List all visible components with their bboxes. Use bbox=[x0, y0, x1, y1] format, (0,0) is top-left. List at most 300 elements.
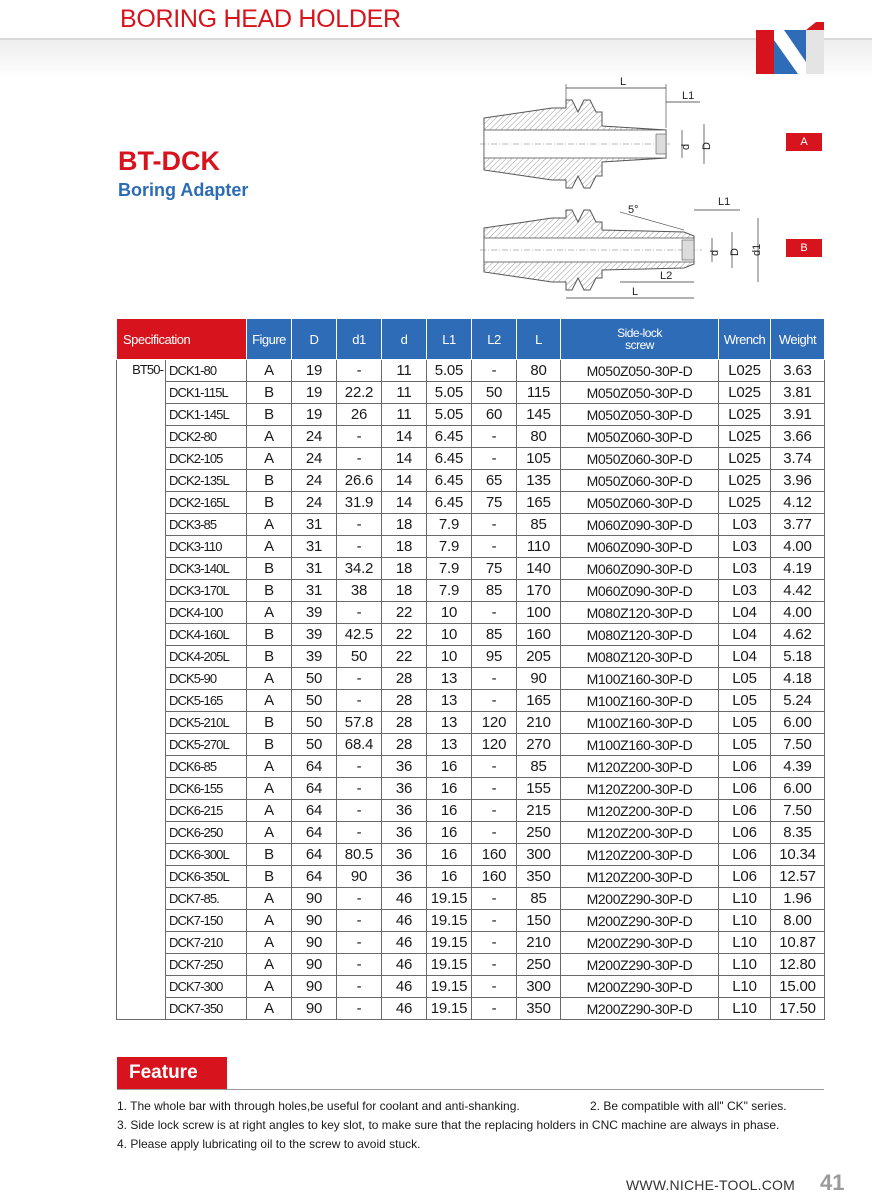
cell-weight: 3.91 bbox=[771, 404, 825, 426]
table-row bbox=[117, 646, 825, 668]
cell-D: 50 bbox=[292, 712, 337, 734]
cell-figure: A bbox=[247, 888, 292, 910]
cell-D: 64 bbox=[292, 778, 337, 800]
cell-L1: 5.05 bbox=[427, 404, 472, 426]
feature-heading: Feature bbox=[117, 1057, 227, 1089]
cell-d: 28 bbox=[382, 690, 427, 712]
cell-wrench: L03 bbox=[719, 514, 771, 536]
cell-L2: - bbox=[472, 514, 517, 536]
table-row bbox=[117, 536, 825, 558]
cell-model: DCK4-205L bbox=[166, 646, 247, 668]
cell-L1: 10 bbox=[427, 624, 472, 646]
cell-d1: 80.5 bbox=[337, 844, 382, 866]
cell-L2: 85 bbox=[472, 580, 517, 602]
cell-model: DCK5-90 bbox=[166, 668, 247, 690]
cell-figure: A bbox=[247, 822, 292, 844]
cell-wrench: L025 bbox=[719, 360, 771, 382]
cell-d1: - bbox=[337, 822, 382, 844]
cell-screw: M200Z290-30P-D bbox=[561, 888, 719, 910]
cell-figure: A bbox=[247, 778, 292, 800]
cell-d: 22 bbox=[382, 646, 427, 668]
cell-d: 28 bbox=[382, 712, 427, 734]
cell-weight: 12.80 bbox=[771, 954, 825, 976]
cell-d1: - bbox=[337, 778, 382, 800]
cell-L2: - bbox=[472, 998, 517, 1020]
cell-screw: M120Z200-30P-D bbox=[561, 844, 719, 866]
cell-L1: 10 bbox=[427, 602, 472, 624]
cell-D: 64 bbox=[292, 866, 337, 888]
cell-L1: 16 bbox=[427, 822, 472, 844]
cell-screw: M120Z200-30P-D bbox=[561, 822, 719, 844]
cell-figure: A bbox=[247, 998, 292, 1020]
cell-L: 145 bbox=[517, 404, 561, 426]
cell-weight: 4.39 bbox=[771, 756, 825, 778]
cell-d: 36 bbox=[382, 844, 427, 866]
technical-drawings bbox=[470, 70, 770, 310]
cell-L2: - bbox=[472, 910, 517, 932]
cell-L: 215 bbox=[517, 800, 561, 822]
header-L: L bbox=[517, 319, 561, 360]
cell-L2: - bbox=[472, 602, 517, 624]
cell-weight: 8.00 bbox=[771, 910, 825, 932]
header-side-lock-screw bbox=[561, 319, 719, 360]
cell-L2: - bbox=[472, 536, 517, 558]
figure-b-dim-L: L bbox=[632, 286, 639, 298]
table-row bbox=[117, 690, 825, 712]
cell-L1: 13 bbox=[427, 712, 472, 734]
cell-wrench: L10 bbox=[719, 910, 771, 932]
cell-screw: M120Z200-30P-D bbox=[561, 800, 719, 822]
cell-figure: B bbox=[247, 712, 292, 734]
figure-b-dim-L1: L1 bbox=[718, 196, 731, 208]
cell-L: 115 bbox=[517, 382, 561, 404]
cell-screw: M050Z050-30P-D bbox=[561, 360, 719, 382]
cell-model: DCK4-100 bbox=[166, 602, 247, 624]
cell-L1: 13 bbox=[427, 690, 472, 712]
cell-L2: 160 bbox=[472, 844, 517, 866]
table-row bbox=[117, 998, 825, 1020]
cell-d: 14 bbox=[382, 448, 427, 470]
cell-d: 18 bbox=[382, 536, 427, 558]
table-body bbox=[117, 360, 825, 1020]
cell-wrench: L05 bbox=[719, 712, 771, 734]
cell-L: 85 bbox=[517, 888, 561, 910]
cell-L2: 75 bbox=[472, 492, 517, 514]
cell-model: DCK2-105 bbox=[166, 448, 247, 470]
cell-D: 90 bbox=[292, 954, 337, 976]
cell-L2: - bbox=[472, 690, 517, 712]
cell-L: 155 bbox=[517, 778, 561, 800]
cell-L1: 5.05 bbox=[427, 360, 472, 382]
cell-weight: 10.87 bbox=[771, 932, 825, 954]
table-row bbox=[117, 470, 825, 492]
cell-L: 140 bbox=[517, 558, 561, 580]
cell-D: 24 bbox=[292, 448, 337, 470]
cell-d1: - bbox=[337, 448, 382, 470]
table-row bbox=[117, 492, 825, 514]
cell-wrench: L025 bbox=[719, 470, 771, 492]
figure-a-drawing bbox=[480, 76, 713, 188]
cell-wrench: L10 bbox=[719, 932, 771, 954]
cell-model: DCK6-300L bbox=[166, 844, 247, 866]
cell-L: 150 bbox=[517, 910, 561, 932]
cell-model: DCK1-80 bbox=[166, 360, 247, 382]
cell-wrench: L025 bbox=[719, 492, 771, 514]
cell-weight: 4.19 bbox=[771, 558, 825, 580]
header-d: d bbox=[382, 319, 427, 360]
cell-wrench: L04 bbox=[719, 646, 771, 668]
cell-d1: 57.8 bbox=[337, 712, 382, 734]
table-row bbox=[117, 800, 825, 822]
cell-model: DCK5-270L bbox=[166, 734, 247, 756]
cell-figure: B bbox=[247, 470, 292, 492]
cell-d1: 31.9 bbox=[337, 492, 382, 514]
cell-wrench: L025 bbox=[719, 382, 771, 404]
cell-screw: M080Z120-30P-D bbox=[561, 602, 719, 624]
cell-D: 24 bbox=[292, 492, 337, 514]
table-row bbox=[117, 668, 825, 690]
cell-model: DCK1-145L bbox=[166, 404, 247, 426]
cell-D: 39 bbox=[292, 646, 337, 668]
cell-d: 46 bbox=[382, 998, 427, 1020]
feature-note-3: 3. Side lock screw is at right angles to key slot, to make sure that the replacing holders in CNC machine are always in phase. bbox=[117, 1118, 780, 1132]
cell-figure: B bbox=[247, 404, 292, 426]
figure-a-dim-d: d bbox=[680, 143, 692, 150]
cell-L: 80 bbox=[517, 360, 561, 382]
cell-D: 31 bbox=[292, 580, 337, 602]
cell-D: 50 bbox=[292, 690, 337, 712]
cell-D: 90 bbox=[292, 932, 337, 954]
cell-L: 170 bbox=[517, 580, 561, 602]
header-d1: d1 bbox=[337, 319, 382, 360]
table-row bbox=[117, 910, 825, 932]
cell-L2: - bbox=[472, 954, 517, 976]
cell-figure: A bbox=[247, 690, 292, 712]
cell-L1: 6.45 bbox=[427, 492, 472, 514]
cell-d: 22 bbox=[382, 602, 427, 624]
cell-L2: - bbox=[472, 932, 517, 954]
cell-L1: 19.15 bbox=[427, 932, 472, 954]
figure-b-dim-d1: d1 bbox=[751, 243, 763, 256]
cell-d1: - bbox=[337, 668, 382, 690]
cell-figure: B bbox=[247, 734, 292, 756]
header-wrench: Wrench bbox=[719, 319, 771, 360]
cell-screw: M050Z050-30P-D bbox=[561, 404, 719, 426]
cell-wrench: L04 bbox=[719, 602, 771, 624]
cell-L: 270 bbox=[517, 734, 561, 756]
cell-L: 165 bbox=[517, 492, 561, 514]
header-figure: Figure bbox=[247, 319, 292, 360]
cell-L: 210 bbox=[517, 932, 561, 954]
cell-L1: 19.15 bbox=[427, 888, 472, 910]
cell-weight: 7.50 bbox=[771, 800, 825, 822]
cell-d: 46 bbox=[382, 932, 427, 954]
cell-model: DCK7-350 bbox=[166, 998, 247, 1020]
cell-L1: 6.45 bbox=[427, 448, 472, 470]
cell-model: DCK5-210L bbox=[166, 712, 247, 734]
cell-d1: - bbox=[337, 998, 382, 1020]
cell-L1: 6.45 bbox=[427, 426, 472, 448]
cell-screw: M100Z160-30P-D bbox=[561, 668, 719, 690]
cell-d: 11 bbox=[382, 382, 427, 404]
cell-d1: - bbox=[337, 910, 382, 932]
cell-L: 350 bbox=[517, 866, 561, 888]
cell-L: 160 bbox=[517, 624, 561, 646]
cell-wrench: L025 bbox=[719, 448, 771, 470]
cell-wrench: L06 bbox=[719, 822, 771, 844]
figure-b-dim-d: d bbox=[709, 249, 721, 256]
cell-L1: 16 bbox=[427, 756, 472, 778]
cell-L1: 16 bbox=[427, 778, 472, 800]
cell-D: 31 bbox=[292, 536, 337, 558]
cell-L2: - bbox=[472, 448, 517, 470]
cell-screw: M050Z050-30P-D bbox=[561, 382, 719, 404]
cell-d1: - bbox=[337, 800, 382, 822]
cell-d1: 68.4 bbox=[337, 734, 382, 756]
cell-d1: - bbox=[337, 360, 382, 382]
cell-L1: 7.9 bbox=[427, 558, 472, 580]
cell-figure: A bbox=[247, 800, 292, 822]
cell-wrench: L03 bbox=[719, 558, 771, 580]
cell-L2: - bbox=[472, 822, 517, 844]
cell-figure: A bbox=[247, 536, 292, 558]
cell-L1: 5.05 bbox=[427, 382, 472, 404]
cell-figure: B bbox=[247, 492, 292, 514]
cell-D: 50 bbox=[292, 734, 337, 756]
cell-wrench: L06 bbox=[719, 756, 771, 778]
cell-wrench: L10 bbox=[719, 888, 771, 910]
cell-model: DCK6-85 bbox=[166, 756, 247, 778]
cell-d: 36 bbox=[382, 778, 427, 800]
cell-figure: B bbox=[247, 558, 292, 580]
cell-wrench: L05 bbox=[719, 668, 771, 690]
cell-d: 14 bbox=[382, 426, 427, 448]
cell-weight: 17.50 bbox=[771, 998, 825, 1020]
cell-L: 110 bbox=[517, 536, 561, 558]
table-row bbox=[117, 712, 825, 734]
cell-wrench: L06 bbox=[719, 778, 771, 800]
cell-D: 31 bbox=[292, 514, 337, 536]
cell-figure: A bbox=[247, 602, 292, 624]
cell-L2: 120 bbox=[472, 734, 517, 756]
header-screw-line1: Side-lock bbox=[617, 326, 662, 340]
cell-screw: M050Z060-30P-D bbox=[561, 470, 719, 492]
cell-weight: 4.42 bbox=[771, 580, 825, 602]
cell-weight: 6.00 bbox=[771, 778, 825, 800]
cell-d: 46 bbox=[382, 910, 427, 932]
cell-figure: B bbox=[247, 866, 292, 888]
cell-model: DCK2-135L bbox=[166, 470, 247, 492]
table-row bbox=[117, 976, 825, 998]
table-row bbox=[117, 778, 825, 800]
table-row bbox=[117, 602, 825, 624]
cell-weight: 3.77 bbox=[771, 514, 825, 536]
cell-d1: - bbox=[337, 756, 382, 778]
cell-wrench: L10 bbox=[719, 954, 771, 976]
header-D: D bbox=[292, 319, 337, 360]
cell-L1: 10 bbox=[427, 646, 472, 668]
cell-L1: 7.9 bbox=[427, 514, 472, 536]
cell-screw: M080Z120-30P-D bbox=[561, 624, 719, 646]
feature-note-4: 4. Please apply lubricating oil to the screw to avoid stuck. bbox=[117, 1137, 421, 1151]
cell-L: 135 bbox=[517, 470, 561, 492]
cell-model: DCK1-115L bbox=[166, 382, 247, 404]
feature-note-1: 1. The whole bar with through holes,be useful for coolant and anti-shanking. bbox=[117, 1099, 520, 1113]
table-row bbox=[117, 844, 825, 866]
cell-L2: 75 bbox=[472, 558, 517, 580]
cell-d: 11 bbox=[382, 404, 427, 426]
cell-model: DCK6-215 bbox=[166, 800, 247, 822]
cell-d: 18 bbox=[382, 514, 427, 536]
table-row bbox=[117, 426, 825, 448]
product-name: Boring Adapter bbox=[118, 180, 249, 200]
cell-weight: 6.00 bbox=[771, 712, 825, 734]
cell-figure: B bbox=[247, 624, 292, 646]
header-screw-line2: screw bbox=[625, 338, 654, 352]
cell-L: 85 bbox=[517, 756, 561, 778]
cell-model: DCK2-165L bbox=[166, 492, 247, 514]
cell-L1: 13 bbox=[427, 668, 472, 690]
cell-d: 36 bbox=[382, 866, 427, 888]
cell-weight: 12.57 bbox=[771, 866, 825, 888]
cell-model: DCK6-250 bbox=[166, 822, 247, 844]
cell-d1: - bbox=[337, 690, 382, 712]
table-row bbox=[117, 822, 825, 844]
spec-table bbox=[116, 318, 825, 1020]
cell-screw: M060Z090-30P-D bbox=[561, 558, 719, 580]
cell-D: 64 bbox=[292, 800, 337, 822]
cell-figure: A bbox=[247, 932, 292, 954]
cell-d1: 38 bbox=[337, 580, 382, 602]
cell-d1: - bbox=[337, 514, 382, 536]
cell-weight: 4.00 bbox=[771, 536, 825, 558]
cell-L2: 160 bbox=[472, 866, 517, 888]
cell-wrench: L05 bbox=[719, 734, 771, 756]
cell-d: 46 bbox=[382, 976, 427, 998]
cell-d: 46 bbox=[382, 888, 427, 910]
cell-weight: 3.96 bbox=[771, 470, 825, 492]
cell-weight: 3.63 bbox=[771, 360, 825, 382]
cell-model: DCK7-250 bbox=[166, 954, 247, 976]
cell-figure: A bbox=[247, 448, 292, 470]
cell-model: DCK7-300 bbox=[166, 976, 247, 998]
cell-d1: 50 bbox=[337, 646, 382, 668]
cell-L1: 19.15 bbox=[427, 976, 472, 998]
cell-screw: M120Z200-30P-D bbox=[561, 866, 719, 888]
cell-weight: 4.62 bbox=[771, 624, 825, 646]
cell-weight: 4.00 bbox=[771, 602, 825, 624]
table-row bbox=[117, 888, 825, 910]
cell-L2: - bbox=[472, 778, 517, 800]
cell-d: 46 bbox=[382, 954, 427, 976]
cell-d: 18 bbox=[382, 558, 427, 580]
cell-d1: - bbox=[337, 932, 382, 954]
cell-figure: A bbox=[247, 426, 292, 448]
table-row bbox=[117, 448, 825, 470]
cell-L1: 19.15 bbox=[427, 910, 472, 932]
cell-d1: 42.5 bbox=[337, 624, 382, 646]
cell-L: 90 bbox=[517, 668, 561, 690]
cell-screw: M080Z120-30P-D bbox=[561, 646, 719, 668]
header-divider bbox=[0, 38, 872, 40]
cell-L2: - bbox=[472, 800, 517, 822]
cell-figure: B bbox=[247, 646, 292, 668]
cell-screw: M120Z200-30P-D bbox=[561, 756, 719, 778]
cell-figure: B bbox=[247, 382, 292, 404]
page-number: 41 bbox=[820, 1170, 845, 1195]
cell-L: 210 bbox=[517, 712, 561, 734]
cell-weight: 3.66 bbox=[771, 426, 825, 448]
table-row bbox=[117, 360, 825, 382]
table-row bbox=[117, 932, 825, 954]
cell-weight: 3.81 bbox=[771, 382, 825, 404]
footer-url[interactable]: WWW.NICHE-TOOL.COM bbox=[626, 1177, 795, 1193]
cell-model: DCK7-150 bbox=[166, 910, 247, 932]
cell-weight: 15.00 bbox=[771, 976, 825, 998]
cell-L2: 60 bbox=[472, 404, 517, 426]
header-specification: Specification bbox=[117, 319, 247, 360]
cell-wrench: L05 bbox=[719, 690, 771, 712]
cell-d1: 26.6 bbox=[337, 470, 382, 492]
cell-d: 28 bbox=[382, 668, 427, 690]
cell-weight: 1.96 bbox=[771, 888, 825, 910]
cell-L: 250 bbox=[517, 954, 561, 976]
cell-screw: M050Z060-30P-D bbox=[561, 492, 719, 514]
cell-d1: - bbox=[337, 536, 382, 558]
cell-model: DCK6-350L bbox=[166, 866, 247, 888]
cell-D: 31 bbox=[292, 558, 337, 580]
cell-model: DCK6-155 bbox=[166, 778, 247, 800]
cell-L2: - bbox=[472, 360, 517, 382]
cell-L1: 13 bbox=[427, 734, 472, 756]
cell-figure: A bbox=[247, 976, 292, 998]
cell-figure: A bbox=[247, 910, 292, 932]
cell-L: 80 bbox=[517, 426, 561, 448]
spec-prefix: BT50- bbox=[117, 360, 166, 1020]
cell-L: 85 bbox=[517, 514, 561, 536]
cell-L1: 16 bbox=[427, 844, 472, 866]
cell-figure: B bbox=[247, 580, 292, 602]
cell-weight: 4.18 bbox=[771, 668, 825, 690]
table-row bbox=[117, 514, 825, 536]
cell-d1: - bbox=[337, 954, 382, 976]
cell-d1: - bbox=[337, 976, 382, 998]
page-header-title: BORING HEAD HOLDER bbox=[120, 5, 401, 33]
cell-d1: 34.2 bbox=[337, 558, 382, 580]
table-row bbox=[117, 734, 825, 756]
cell-weight: 7.50 bbox=[771, 734, 825, 756]
cell-L2: - bbox=[472, 976, 517, 998]
cell-L1: 19.15 bbox=[427, 954, 472, 976]
cell-L1: 7.9 bbox=[427, 580, 472, 602]
cell-model: DCK2-80 bbox=[166, 426, 247, 448]
cell-D: 39 bbox=[292, 624, 337, 646]
cell-L2: 95 bbox=[472, 646, 517, 668]
table-row bbox=[117, 580, 825, 602]
product-code: BT-DCK bbox=[118, 146, 220, 176]
feature-note-2: 2. Be compatible with all" CK" series. bbox=[590, 1099, 787, 1113]
cell-L: 105 bbox=[517, 448, 561, 470]
cell-wrench: L10 bbox=[719, 976, 771, 998]
cell-screw: M100Z160-30P-D bbox=[561, 690, 719, 712]
table-row bbox=[117, 558, 825, 580]
cell-weight: 8.35 bbox=[771, 822, 825, 844]
cell-figure: A bbox=[247, 756, 292, 778]
cell-L2: - bbox=[472, 426, 517, 448]
cell-L1: 19.15 bbox=[427, 998, 472, 1020]
cell-D: 24 bbox=[292, 426, 337, 448]
cell-figure: A bbox=[247, 514, 292, 536]
